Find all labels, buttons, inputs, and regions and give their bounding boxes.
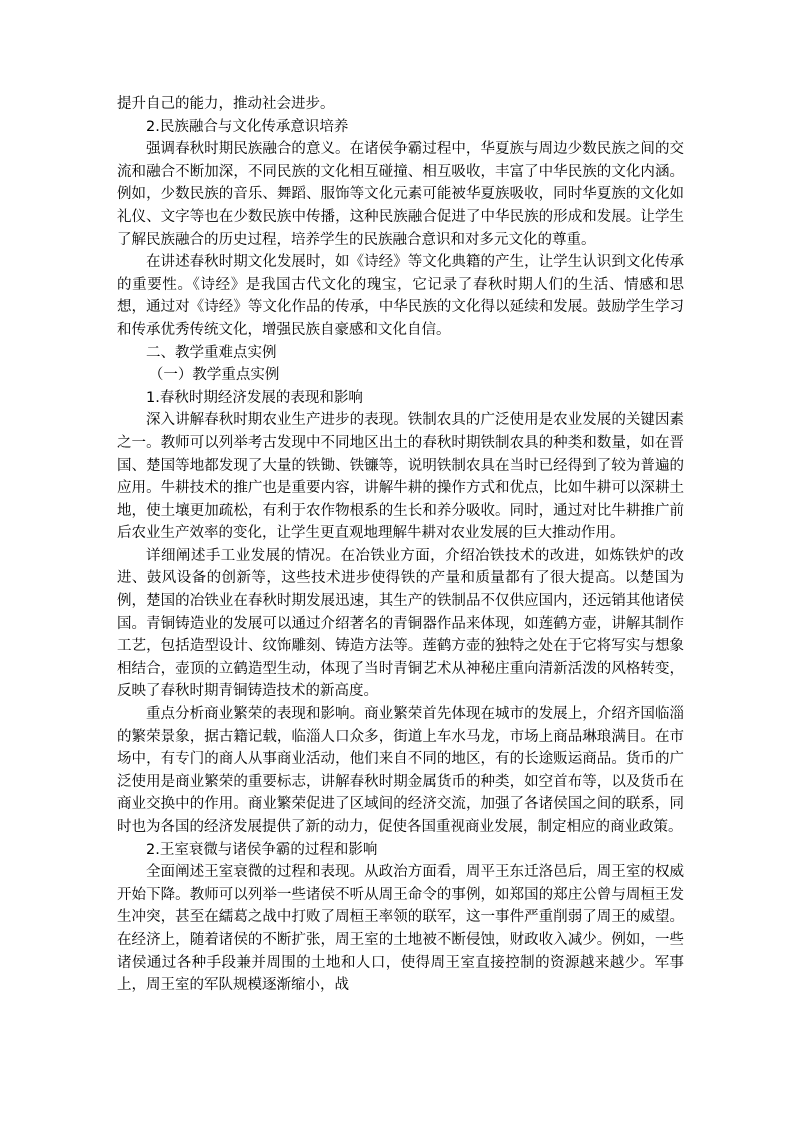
document-body — [117, 93, 684, 997]
section-heading-royal-decline: 2.王室衰微与诸侯争霸的过程和影响 — [146, 841, 378, 858]
section-heading-key-difficult-points: 二、教学重难点实例 — [146, 344, 277, 361]
paragraph: 强调春秋时期民族融合的意义。在诸侯争霸过程中，华夏族与周边少数民族之间的交流和融合不断加深，不同民族的文化相互碰撞、相互吸收，丰富了中华民族的文化内涵。例如，少数民族的音乐、舞蹈、服饰等文化元素可能被华夏族吸收，同时华夏族的文化如礼仪、文字等也在少数民族中传播，这种民族融合促进了中华民族的形成和发展。让学生了解民族融合的历史过程，培养学生的民族融合意识和对多元文化的尊重。 — [117, 141, 684, 248]
paragraph: 深入讲解春秋时期农业生产进步的表现。铁制农具的广泛使用是农业发展的关键因素之一。教师可以列举考古发现中不同地区出土的春秋时期铁制农具的种类和数量，如在晋国、楚国等地都发现了大量的铁锄、铁镰等，说明铁制农具在当时已经得到了较为普遍的应用。牛耕技术的推广也是重要内容，讲解牛耕的操作方式和优点，比如牛耕可以深耕土地，使土壤更加疏松，有利于农作物根系的生长和养分吸收。同时，通过对比牛耕推广前后农业生产效率的变化，让学生更直观地理解牛耕对农业发展的巨大推动作用。 — [117, 412, 684, 542]
section-heading-ethnic-fusion: 2.民族融合与文化传承意识培养 — [146, 118, 349, 135]
paragraph: 在讲述春秋时期文化发展时，如《诗经》等文化典籍的产生，让学生认识到文化传承的重要性。《诗经》是我国古代文化的瑰宝，它记录了春秋时期人们的生活、情感和思想，通过对《诗经》等文化作品的传承，中华民族的文化得以延续和发展。鼓励学生学习和传承优秀传统文化，增强民族自豪感和文化自信。 — [117, 254, 684, 338]
paragraph: 重点分析商业繁荣的表现和影响。商业繁荣首先体现在城市的发展上，介绍齐国临淄的繁荣景象，据古籍记载，临淄人口众多，街道上车水马龙，市场上商品琳琅满目。在市场中，有专门的商人从事商业活动，他们来自不同的地区，有的长途贩运商品。货币的广泛使用是商业繁荣的重要标志，讲解春秋时期金属货币的种类，如空首布等，以及货币在商业交换中的作用。商业繁荣促进了区域间的经济交流，加强了各诸侯国之间的联系，同时也为各国的经济发展提供了新的动力，促使各国重视商业发展，制定相应的商业政策。 — [117, 706, 684, 835]
paragraph: 详细阐述手工业发展的情况。在冶铁业方面，介绍冶铁技术的改进，如炼铁炉的改进、鼓风设备的创新等，这些技术进步使得铁的产量和质量都有了很大提高。以楚国为例，楚国的冶铁业在春秋时期发展迅速，其生产的铁制品不仅供应国内，还远销其他诸侯国。青铜铸造业的发展可以通过介绍著名的青铜器作品来体现，如莲鹤方壶，讲解其制作工艺，包括造型设计、纹饰雕刻、铸造方法等。莲鹤方壶的独特之处在于它将写实与想象相结合，壶顶的立鹤造型生动，体现了当时青铜艺术从神秘庄重向清新活泼的风格转变，反映了春秋时期青铜铸造技术的新高度。 — [117, 547, 684, 700]
subsection-heading-key-points: （一）教学重点实例 — [148, 367, 280, 384]
paragraph: 全面阐述王室衰微的过程和表现。从政治方面看，周平王东迁洛邑后，周王室的权威开始下降。教师可以列举一些诸侯不听从周王命令的事例，如郑国的郑庄公曾与周桓王发生冲突，甚至在繻葛之战中打败了周桓王率领的联军，这一事件严重削弱了周王的威望。在经济上，随着诸侯的不断扩张，周王室的土地被不断侵蚀，财政收入减少。例如，一些诸侯通过各种手段兼并周围的土地和人口，使得周王室直接控制的资源越来越少。军事上，周王室的军队规模逐渐缩小，战 — [117, 864, 684, 994]
paragraph-continued: 提升自己的能力，推动社会进步。 — [117, 96, 335, 112]
section-heading-economic-development: 1.春秋时期经济发展的表现和影响 — [146, 389, 363, 406]
